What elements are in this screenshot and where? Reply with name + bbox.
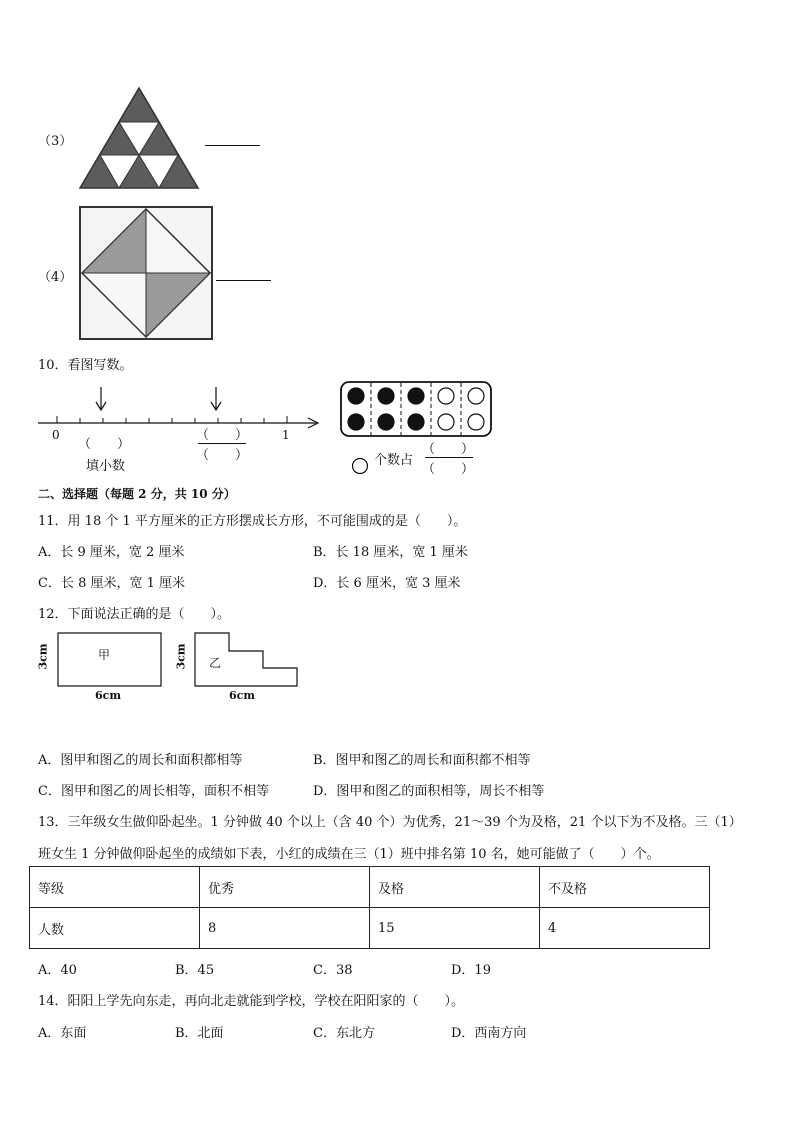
empty-dot xyxy=(468,388,484,404)
filled-dot xyxy=(408,414,424,430)
shape-yi-width-label: 6cm xyxy=(229,689,255,702)
shape-jia-height-label: 3cm xyxy=(36,643,50,670)
section2-title: 二、选择题（每题 2 分，共 10 分） xyxy=(38,487,236,501)
q11-option-d[interactable]: D．长 6 厘米，宽 3 厘米 xyxy=(313,576,461,591)
table-cell: 不及格 xyxy=(540,867,710,908)
fig4-square-figure xyxy=(78,205,214,341)
empty-dot xyxy=(438,414,454,430)
table-cell: 优秀 xyxy=(200,867,370,908)
dot-panel xyxy=(340,381,492,437)
axis-label-zero: 0 xyxy=(52,428,60,442)
filled-dot xyxy=(378,388,394,404)
filled-dot xyxy=(378,414,394,430)
table-cell: 人数 xyxy=(30,908,200,949)
decimal-answer-paren[interactable]: （ ） xyxy=(78,437,131,452)
filled-dot xyxy=(408,388,424,404)
shape-jia-label: 甲 xyxy=(98,648,111,662)
number-line xyxy=(38,385,323,435)
q14-option-c[interactable]: C．东北方 xyxy=(313,1026,375,1041)
fig4-answer-blank[interactable] xyxy=(216,280,271,281)
q12-option-c[interactable]: C．图甲和图乙的周长相等，面积不相等 xyxy=(38,784,269,799)
q11-stem: 11．用 18 个 1 平方厘米的正方形摆成长方形，不可能围成的是（ ）。 xyxy=(38,514,467,529)
table-cell: 8 xyxy=(200,908,370,949)
q12-option-d[interactable]: D．图甲和图乙的面积相等，周长不相等 xyxy=(313,784,545,799)
table-cell: 4 xyxy=(540,908,710,949)
q11-option-c[interactable]: C．长 8 厘米，宽 1 厘米 xyxy=(38,576,186,591)
fraction-numerator-blank[interactable]: （ ） xyxy=(196,428,249,443)
q13-option-d[interactable]: D．19 xyxy=(451,963,491,978)
q13-stem-line1: 13．三年级女生做仰卧起坐。1 分钟做 40 个以上（含 40 个）为优秀，21～39 个为及格，21 个以下为不及格。三（1） xyxy=(38,815,742,830)
q14-option-d[interactable]: D．西南方向 xyxy=(451,1026,527,1041)
filled-dot xyxy=(348,388,364,404)
q13-option-c[interactable]: C．38 xyxy=(313,963,353,978)
count-text: 个数占 xyxy=(374,453,414,468)
circle-blank-icon[interactable] xyxy=(351,457,369,475)
table-cell: 等级 xyxy=(30,867,200,908)
q13-stem-line2: 班女生 1 分钟做仰卧起坐的成绩如下表，小红的成绩在三（1）班中排名第 10 名，她可能做了（ ）个。 xyxy=(38,847,660,862)
q11-option-a[interactable]: A．长 9 厘米，宽 2 厘米 xyxy=(38,545,185,560)
q12-stem: 12．下面说法正确的是（ ）。 xyxy=(38,607,231,622)
table-header-row xyxy=(30,867,710,908)
fraction-denominator-blank[interactable]: （ ） xyxy=(196,448,249,463)
axis-label-one: 1 xyxy=(282,428,290,442)
q12-option-a[interactable]: A．图甲和图乙的周长和面积都相等 xyxy=(38,753,243,768)
fig4-label: （4） xyxy=(38,270,73,285)
q13-option-a[interactable]: A．40 xyxy=(38,963,77,978)
empty-dot xyxy=(468,414,484,430)
table-cell: 15 xyxy=(370,908,540,949)
table-cell: 及格 xyxy=(370,867,540,908)
table-row xyxy=(30,908,710,949)
q14-option-a[interactable]: A．东面 xyxy=(38,1026,87,1041)
filled-dot xyxy=(348,414,364,430)
count-fraction-denominator[interactable]: （ ） xyxy=(422,462,475,477)
count-fraction-numerator[interactable]: （ ） xyxy=(422,442,475,457)
shape-yi-height-label: 3cm xyxy=(174,643,188,670)
fig3-answer-blank[interactable] xyxy=(205,145,260,146)
q14-stem: 14．阳阳上学先向东走，再向北走就能到学校，学校在阳阳家的（ ）。 xyxy=(38,994,465,1009)
fig3-triangle-figure xyxy=(78,86,200,190)
empty-dot xyxy=(438,388,454,404)
shape-yi-label: 乙 xyxy=(209,656,222,670)
q14-option-b[interactable]: B．北面 xyxy=(175,1026,224,1041)
shape-jia-width-label: 6cm xyxy=(95,689,121,702)
q12-option-b[interactable]: B．图甲和图乙的周长和面积都不相等 xyxy=(313,753,531,768)
grade-table xyxy=(29,866,710,949)
q10-stem: 10．看图写数。 xyxy=(38,358,133,373)
q13-option-b[interactable]: B．45 xyxy=(175,963,215,978)
q11-option-b[interactable]: B．长 18 厘米，宽 1 厘米 xyxy=(313,545,468,560)
fill-decimal-label: 填小数 xyxy=(86,459,126,474)
fig3-label: （3） xyxy=(38,134,73,149)
